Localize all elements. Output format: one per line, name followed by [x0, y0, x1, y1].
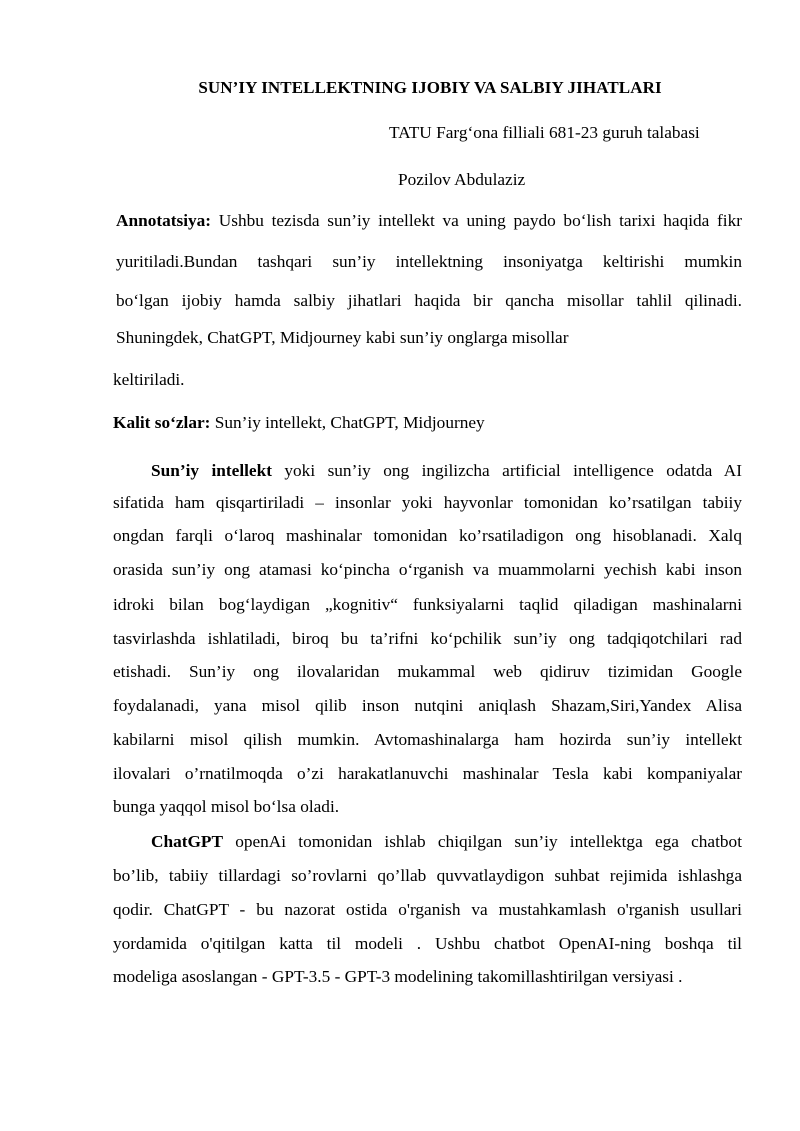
affiliation: TATU Farg‘ona filliali 681-23 guruh talabasi	[389, 123, 700, 142]
annotation-line: Shuningdek, ChatGPT, Midjourney kabi sun’iy onglarga misollar	[116, 328, 569, 347]
term-ai: Sun’iy intellekt	[151, 461, 272, 480]
paragraph-line: yordamida o'qitilgan katta til modeli . Ushbu chatbot OpenAI-ning boshqa til	[113, 934, 742, 953]
paragraph-line: foydalanadi, yana misol qilib inson nutqini aniqlash Shazam,Siri,Yandex Alisa	[113, 696, 742, 715]
annotation-line: yuritiladi.Bundan tashqari sun’iy intellektning insoniyatga keltirishi mumkin	[116, 252, 742, 271]
keywords-text: Sun’iy intellekt, ChatGPT, Midjourney	[210, 413, 485, 432]
paragraph-line: tasvirlashda ishlatiladi, biroq bu ta’rifni ko‘pchilik sun’iy ong tadqiqotchilari rad	[113, 629, 742, 648]
paragraph-line: modeliga asoslangan - GPT-3.5 - GPT-3 modelining takomillashtirilgan versiyasi .	[113, 967, 683, 986]
paragraph-line: orasida sun’iy ong atamasi ko‘pincha o‘rganish va muammolarni yechish kabi inson	[113, 560, 742, 579]
paragraph-line: ilovalari o’rnatilmoqda o’zi harakatlanuvchi mashinalar Tesla kabi kompaniyalar	[113, 764, 742, 783]
paragraph-line: bunga yaqqol misol bo‘lsa oladi.	[113, 797, 340, 816]
paragraph-line: qodir. ChatGPT - bu nazorat ostida o'rganish va mustahkamlash o'rganish usullari	[113, 900, 742, 919]
document-title: SUN’IY INTELLEKTNING IJOBIY VA SALBIY JIHATLARI	[198, 78, 662, 97]
paragraph-line: bo’lib, tabiiy tillardagi so’rovlarni qo’llab quvvatlaydigon suhbat rejimida ishlashga	[113, 866, 742, 885]
author-name: Pozilov Abdulaziz	[398, 170, 526, 189]
term-chatgpt: ChatGPT	[151, 832, 224, 851]
annotation-line	[116, 211, 742, 231]
annotation-line: keltiriladi.	[113, 370, 185, 389]
paragraph-line: ChatGPT openAi tomonidan ishlab chiqilgan sun’iy intellektga ega chatbot	[151, 832, 742, 851]
keywords-line	[113, 413, 739, 433]
paragraph-line: Sun’iy intellekt yoki sun’iy ong ingilizcha artificial intelligence odatda AI	[151, 461, 742, 480]
paragraph-line: sifatida ham qisqartiriladi – insonlar yoki hayvonlar tomonidan ko’rsatilgan tabiiy	[113, 493, 742, 512]
paragraph-line: ongdan farqli o‘laroq mashinalar tomonidan ko’rsatiladigon ong hisoblanadi. Xalq	[113, 526, 742, 545]
paragraph-line: etishadi. Sun’iy ong ilovalaridan mukammal web qidiruv tizimidan Google	[113, 662, 742, 681]
paragraph-line: idroki bilan bog‘laydigan „kognitiv“ funksiyalarni taqlid qiladigan mashinalarni	[113, 595, 742, 614]
keywords-label: Kalit so‘zlar:	[113, 413, 211, 432]
annotation-text: Ushbu tezisda sun’iy intellekt va uning paydo bo‘lish tarixi haqida fikr	[211, 211, 742, 230]
annotation-label: Annotatsiya:	[116, 211, 212, 230]
annotation-line: bo‘lgan ijobiy hamda salbiy jihatlari haqida bir qancha misollar tahlil qilinadi.	[116, 291, 742, 310]
paragraph-line: kabilarni misol qilish mumkin. Avtomashinalarga ham hozirda sun’iy intellekt	[113, 730, 742, 749]
